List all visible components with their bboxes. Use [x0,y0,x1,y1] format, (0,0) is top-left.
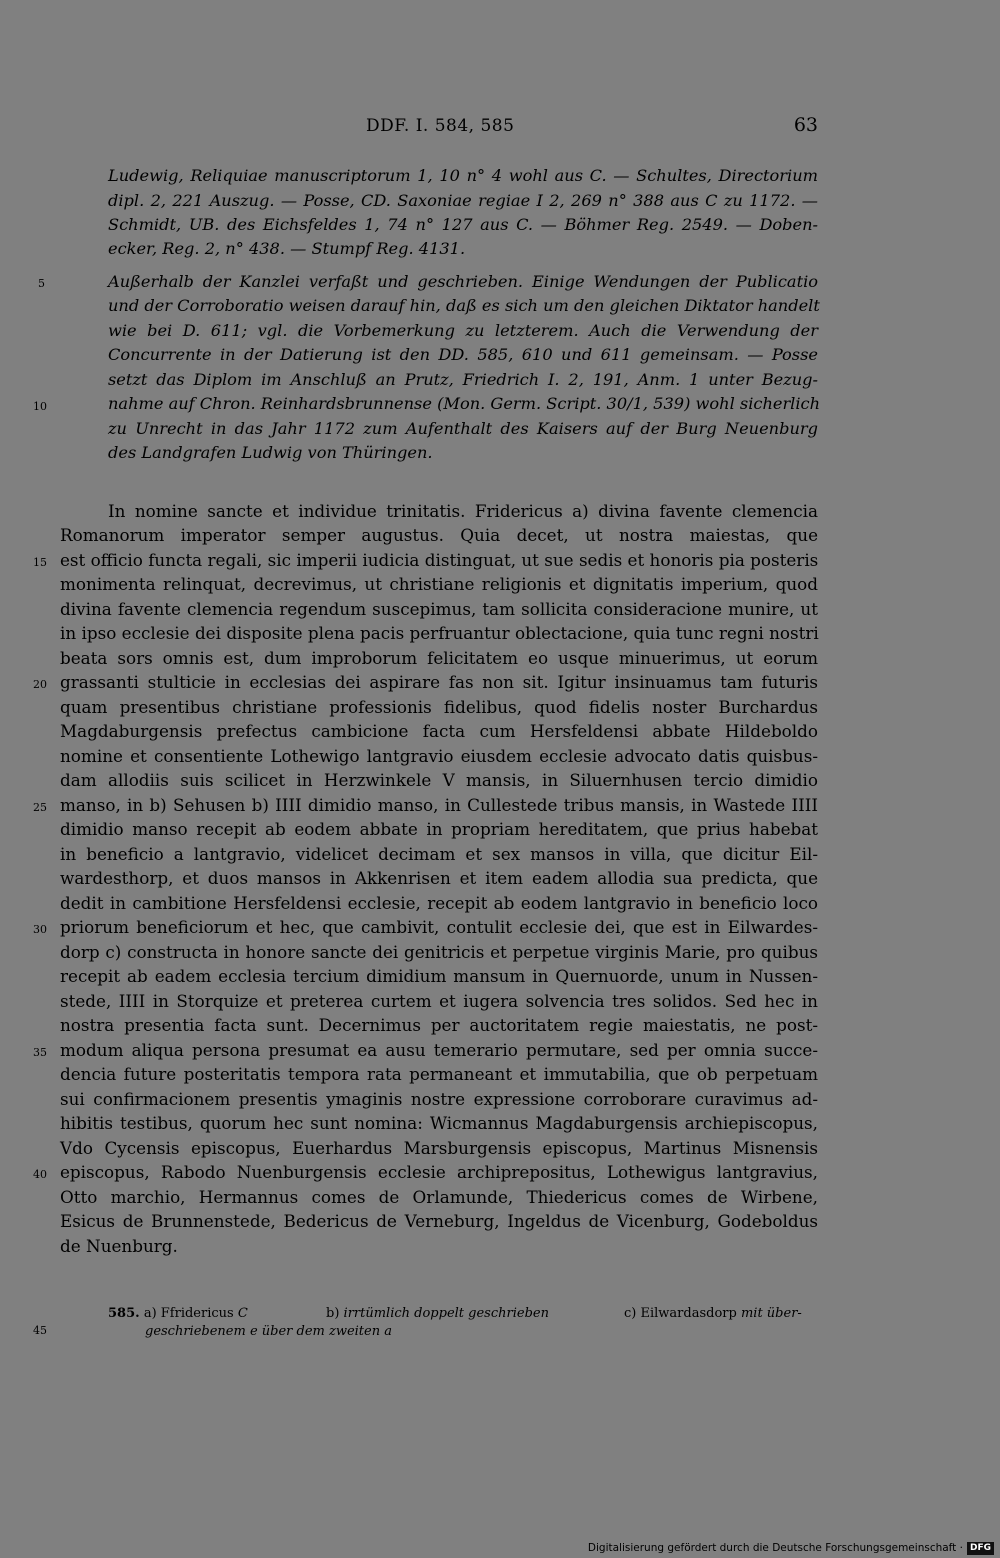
main-line: est officio functa regali, sic imperii iudicia distinguat, ut sue sedis et honoris pia posteris [60,550,819,570]
main-line: divina favente clemencia regendum suscepimus, tam sollicita consideracione munire, ut [60,599,818,619]
main-line: In nomine sancte et individue trinitatis. Fridericus a) divina favente clemencia [108,501,818,521]
main-line: modum aliqua persona presumat ea ausu temerario permutare, sed per omnia succe- [60,1040,818,1060]
footnote-source: C [237,1306,248,1321]
footer-text: Digitalisierung gefördert durch die Deutsche Forschungsgemeinschaft · [587,1542,963,1554]
main-line: nomine et consentiente Lothewigo lantgravio eiusdem ecclesie advocato datis quisbus- [60,746,818,766]
running-header: DDF. I. 584, 585 [366,116,515,136]
main-line: dorp c) constructa in honore sancte dei genitricis et perpetue virginis Marie, pro quibus [60,942,818,962]
main-line: stede, IIII in Storquize et preterea curtem et iugera solvencia tres solidos. Sed hec in [60,991,818,1011]
line-number: 35 [33,1046,47,1059]
line-number: 15 [33,556,47,569]
page-number: 63 [793,114,818,136]
line-number: 25 [33,801,47,814]
main-line: monimenta relinquat, decrevimus, ut christiane religionis et dignitatis imperium, quod [60,574,818,594]
main-line: quam presentibus christiane professionis fidelibus, quod fidelis noster Burchardus [60,697,818,717]
main-line: Romanorum imperator semper augustus. Quia decet, ut nostra maiestas, que [60,525,818,545]
footnote-continuation: geschriebenem e über dem zweiten a [145,1324,392,1339]
line-number: 40 [33,1168,47,1181]
footnote-mark: c) [624,1306,637,1321]
main-line: Esicus de Brunnenstede, Bedericus de Verneburg, Ingeldus de Vicenburg, Godeboldus [60,1211,818,1231]
main-line: manso, in b) Sehusen b) IIII dimidio manso, in Cullestede tribus mansis, in Wastede IIII [60,795,818,815]
line-number: 10 [33,400,47,413]
intro-line: setzt das Diplom im Anschluß an Prutz, Friedrich I. 2, 191, Anm. 1 unter Bezug- [108,370,818,389]
footnote-b [326,1306,549,1321]
footnote-mark: b) [326,1306,340,1321]
main-line: dimidio manso recepit ab eodem abbate in propriam hereditatem, que prius habebat [60,819,818,839]
intro-line: Schmidt, UB. des Eichsfeldes 1, 74 n° 127 aus C. — Böhmer Reg. 2549. — Doben- [108,215,818,234]
line-number: 45 [33,1324,47,1337]
main-line: dedit in cambitione Hersfeldensi ecclesie, recepit ab eodem lantgravio in beneficio loco [60,893,818,913]
footnote-note: mit über- [740,1306,802,1321]
main-line: episcopus, Rabodo Nuenburgensis ecclesie archiprepositus, Lothewigus lantgravius, [60,1162,818,1182]
main-line: de Nuenburg. [60,1236,178,1256]
line-number: 5 [38,277,45,290]
main-line: sui confirmacionem presentis ymaginis nostre expressione corroborare curavimus ad- [60,1089,818,1109]
main-line: Magdaburgensis prefectus cambicione facta cum Hersfeldensi abbate Hildeboldo [60,721,818,741]
footnote-text: Eilwardasdorp [640,1306,737,1321]
main-line: in ipso ecclesie dei disposite plena pacis perfruantur oblectacione, quia tunc regni nostri [60,623,819,643]
intro-line: Ludewig, Reliquiae manuscriptorum 1, 10 n° 4 wohl aus C. — Schultes, Directorium [108,166,818,185]
main-line: grassanti stulticie in ecclesias dei aspirare fas non sit. Igitur insinuamus tam futuris [60,672,818,692]
footnote-number: 585. [108,1306,140,1321]
footnote-mark: a) [143,1306,157,1321]
intro-line: des Landgrafen Ludwig von Thüringen. [108,443,433,462]
main-line: recepit ab eadem ecclesia tercium dimidium mansum in Quernuorde, unum in Nussen- [60,966,818,986]
main-line: beata sors omnis est, dum improborum felicitatem eo usque minuerimus, ut eorum [60,648,818,668]
intro-line: Concurrente in der Datierung ist den DD. 585, 610 und 611 gemeinsam. — Posse [108,345,818,364]
funding-footer [582,1538,1000,1558]
main-line: priorum beneficiorum et hec, que cambivit, contulit ecclesie dei, que est in Eilwardes- [60,917,818,937]
intro-line: zu Unrecht in das Jahr 1172 zum Aufenthalt des Kaisers auf der Burg Neuenburg [108,419,818,438]
intro-line: ecker, Reg. 2, n° 438. — Stumpf Reg. 4131. [108,239,466,258]
main-line: dencia future posteritatis tempora rata permaneant et immutabilia, que ob perpetuam [60,1064,818,1084]
intro-line: und der Corroboratio weisen darauf hin, daß es sich um den gleichen Diktator handelt [108,296,820,315]
main-line: Otto marchio, Hermannus comes de Orlamunde, Thiedericus comes de Wirbene, [60,1187,818,1207]
main-line: nostra presentia facta sunt. Decernimus per auctoritatem regie maiestatis, ne post- [60,1015,818,1035]
dfg-logo-icon: DFG [967,1542,994,1555]
intro-line: Außerhalb der Kanzlei verfaßt und geschrieben. Einige Wendungen der Publicatio [108,272,818,291]
intro-line: nahme auf Chron. Reinhardsbrunnense (Mon. Germ. Script. 30/1, 539) wohl sicherlich [108,394,821,413]
footnote-c [624,1306,802,1321]
footnote-text: irrtümlich doppelt geschrieben [343,1306,549,1321]
footnote-a [108,1306,248,1321]
line-number: 30 [33,923,47,936]
main-line: Vdo Cycensis episcopus, Euerhardus Marsburgensis episcopus, Martinus Misnensis [60,1138,818,1158]
line-number: 20 [33,678,47,691]
footnote-text: Ffridericus [160,1306,234,1321]
main-line: hibitis testibus, quorum hec sunt nomina: Wicmannus Magdaburgensis archiepiscopus, [60,1113,818,1133]
intro-line: wie bei D. 611; vgl. die Vorbemerkung zu letzterem. Auch die Verwendung der [108,321,818,340]
main-line: dam allodiis suis scilicet in Herzwinkele V mansis, in Siluernhusen tercio dimidio [60,770,818,790]
main-line: wardesthorp, et duos mansos in Akkenrisen et item eadem allodia sua predicta, que [60,868,818,888]
intro-line: dipl. 2, 221 Auszug. — Posse, CD. Saxoniae regiae I 2, 269 n° 388 aus C zu 1172. — [108,191,818,210]
main-line: in beneficio a lantgravio, videlicet decimam et sex mansos in villa, que dicitur Eil- [60,844,818,864]
